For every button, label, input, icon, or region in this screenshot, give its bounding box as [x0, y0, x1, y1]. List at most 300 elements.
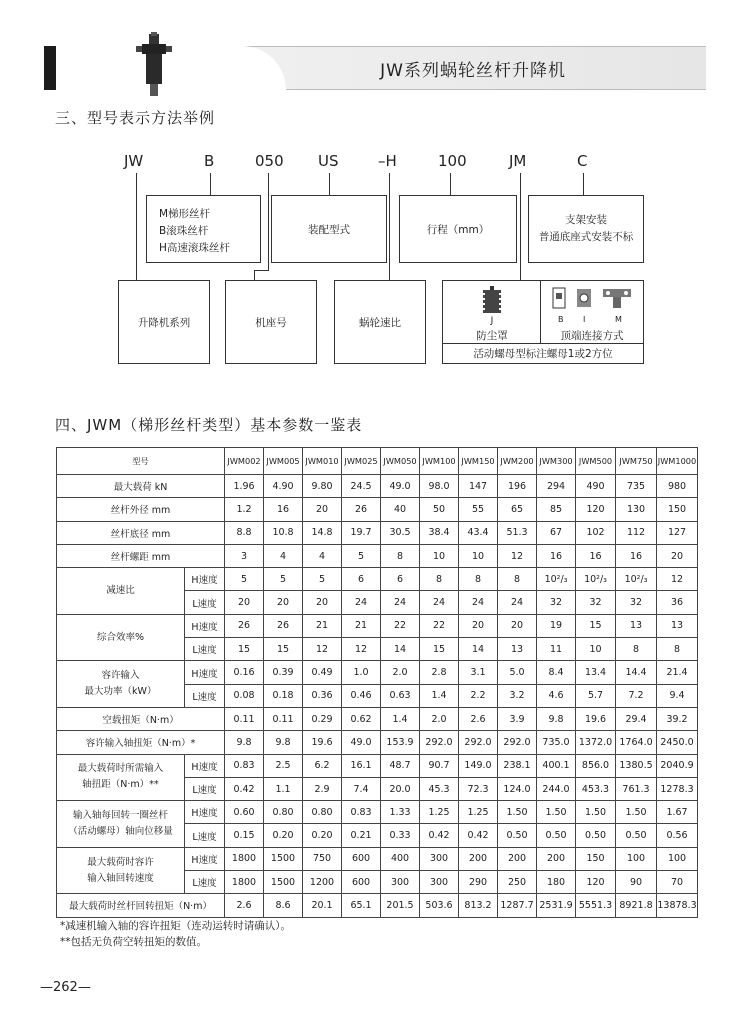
value-cell: 813.2: [459, 894, 498, 917]
value-cell: 16.1: [342, 754, 381, 777]
mount-box: [528, 195, 644, 263]
value-cell: 0.18: [264, 684, 303, 707]
value-cell: 6.2: [303, 754, 342, 777]
value-cell: 3.1: [459, 661, 498, 684]
value-cell: 2.0: [381, 661, 420, 684]
speed-label: H速度: [185, 568, 225, 591]
header-cell-model: 型号: [57, 448, 225, 475]
value-cell: 24: [420, 591, 459, 614]
value-cell: 127: [657, 521, 698, 544]
value-cell: 1287.7: [498, 894, 537, 917]
value-cell: 13.4: [576, 661, 616, 684]
screw-type-h: H高速滚珠丝杆: [159, 242, 230, 254]
group-label-line: 最大功率（kW）: [84, 686, 157, 698]
value-cell: 980: [657, 475, 698, 498]
footnote-2: **包括无负荷空转扭矩的数值。: [60, 936, 207, 948]
value-cell: 45.3: [420, 777, 459, 800]
value-cell: 292.0: [420, 731, 459, 754]
group-label-line: 减速比: [106, 584, 135, 596]
value-cell: 1.4: [381, 707, 420, 730]
value-cell: 14.4: [616, 661, 657, 684]
value-cell: 1800: [225, 847, 264, 870]
value-cell: 15: [264, 638, 303, 661]
table-header-row: [57, 448, 698, 475]
row-label: 丝杆底径 mm: [57, 521, 225, 544]
value-cell: 120: [576, 871, 616, 894]
value-cell: 12: [657, 568, 698, 591]
table-row: [57, 661, 698, 684]
accessory-box: [442, 280, 644, 364]
table-row: [57, 731, 698, 754]
value-cell: 0.11: [225, 707, 264, 730]
bellows-icon: [481, 286, 503, 316]
table-row: [57, 521, 698, 544]
value-cell: 55: [459, 498, 498, 521]
value-cell: 7.2: [616, 684, 657, 707]
connector-line: [520, 173, 521, 280]
value-cell: 6: [342, 568, 381, 591]
value-cell: 20: [303, 498, 342, 521]
value-cell: 90: [616, 871, 657, 894]
row-label: 最大载荷时丝杆回转扭矩（N·m）: [57, 894, 225, 917]
value-cell: 735.0: [537, 731, 576, 754]
value-cell: 22: [381, 614, 420, 637]
model-header-cell: JWM1000: [657, 448, 698, 475]
value-cell: 150: [576, 847, 616, 870]
value-cell: 200: [537, 847, 576, 870]
value-cell: 1800: [225, 871, 264, 894]
value-cell: 7.4: [342, 777, 381, 800]
value-cell: 2.0: [420, 707, 459, 730]
code-us: US: [318, 152, 339, 170]
value-cell: 10.8: [264, 521, 303, 544]
value-cell: 12: [498, 544, 537, 567]
connector-line: [136, 173, 137, 280]
table-row: [57, 498, 698, 521]
speed-label: L速度: [185, 638, 225, 661]
value-cell: 856.0: [576, 754, 616, 777]
value-cell: 20: [657, 544, 698, 567]
value-cell: 16: [576, 544, 616, 567]
value-cell: 196: [498, 475, 537, 498]
group-label: [57, 754, 185, 801]
group-label: [57, 661, 185, 708]
model-header-cell: JWM500: [576, 448, 616, 475]
connector-line: [329, 173, 330, 195]
value-cell: 10²/₃: [576, 568, 616, 591]
row-label: 丝杆螺距 mm: [57, 544, 225, 567]
group-label-line: 轴扭距（N·m）**: [82, 779, 159, 791]
value-cell: 39.2: [657, 707, 698, 730]
value-cell: 5.7: [576, 684, 616, 707]
value-cell: 0.49: [303, 661, 342, 684]
value-cell: 1.67: [657, 801, 698, 824]
connector-line: [254, 270, 255, 280]
value-cell: 40: [381, 498, 420, 521]
value-cell: 5551.3: [576, 894, 616, 917]
value-cell: 15: [576, 614, 616, 637]
jack-product-icon: [132, 32, 176, 96]
speed-label: H速度: [185, 801, 225, 824]
value-cell: 36: [657, 591, 698, 614]
value-cell: 3.2: [498, 684, 537, 707]
value-cell: 8: [459, 568, 498, 591]
ratio-box: [334, 280, 426, 364]
series-box: [118, 280, 210, 364]
value-cell: 1.96: [225, 475, 264, 498]
value-cell: 100: [657, 847, 698, 870]
value-cell: 20: [459, 614, 498, 637]
stroke-box: [399, 195, 517, 263]
dust-cover-cell: [443, 281, 541, 343]
group-label: [57, 568, 185, 615]
value-cell: 0.16: [225, 661, 264, 684]
value-cell: 600: [342, 847, 381, 870]
value-cell: 0.50: [537, 824, 576, 847]
end-connection-icons: [549, 285, 635, 311]
screw-type-b: B滚珠丝杆: [159, 225, 209, 237]
value-cell: 290: [459, 871, 498, 894]
value-cell: 13: [498, 638, 537, 661]
value-cell: 1.25: [420, 801, 459, 824]
row-label: 最大载荷 kN: [57, 475, 225, 498]
value-cell: 0.39: [264, 661, 303, 684]
value-cell: 9.4: [657, 684, 698, 707]
value-cell: 8: [657, 638, 698, 661]
group-label: [57, 614, 185, 661]
value-cell: 300: [420, 871, 459, 894]
value-cell: 21.4: [657, 661, 698, 684]
value-cell: 10: [576, 638, 616, 661]
page-header: [44, 46, 706, 90]
table-row: [57, 475, 698, 498]
value-cell: 21: [342, 614, 381, 637]
value-cell: 1764.0: [616, 731, 657, 754]
model-header-cell: JWM002: [225, 448, 264, 475]
group-label: [57, 801, 185, 848]
screw-type-m: M梯形丝杆: [159, 208, 211, 220]
value-cell: 124.0: [498, 777, 537, 800]
value-cell: 10: [459, 544, 498, 567]
value-cell: 4.90: [264, 475, 303, 498]
value-cell: 153.9: [381, 731, 420, 754]
value-cell: 9.8: [264, 731, 303, 754]
value-cell: 0.08: [225, 684, 264, 707]
params-table: [56, 447, 698, 918]
code-050: 050: [255, 152, 284, 170]
value-cell: 1.4: [420, 684, 459, 707]
value-cell: 761.3: [616, 777, 657, 800]
value-cell: 5: [342, 544, 381, 567]
value-cell: 0.33: [381, 824, 420, 847]
value-cell: 2.6: [459, 707, 498, 730]
value-cell: 1.50: [537, 801, 576, 824]
table-row: [57, 568, 698, 591]
footnote-1: *减速机输入轴的容许扭矩（连动运转时请确认）。: [60, 920, 291, 932]
value-cell: 65: [498, 498, 537, 521]
value-cell: 1372.0: [576, 731, 616, 754]
value-cell: 0.20: [264, 824, 303, 847]
value-cell: 20: [498, 614, 537, 637]
value-cell: 8: [381, 544, 420, 567]
row-label: 丝杆外径 mm: [57, 498, 225, 521]
value-cell: 32: [537, 591, 576, 614]
value-cell: 735: [616, 475, 657, 498]
value-cell: 4.6: [537, 684, 576, 707]
value-cell: 24: [381, 591, 420, 614]
group-label-line: （活动螺母）轴向位移量: [68, 825, 173, 837]
value-cell: 8: [498, 568, 537, 591]
value-cell: 0.60: [225, 801, 264, 824]
value-cell: 13878.3: [657, 894, 698, 917]
group-label-line: 最大载荷时容许: [87, 856, 154, 868]
code-100: 100: [438, 152, 467, 170]
value-cell: 22: [420, 614, 459, 637]
value-cell: 201.5: [381, 894, 420, 917]
end-letter-m: M: [615, 315, 622, 324]
value-cell: 15: [420, 638, 459, 661]
speed-label: L速度: [185, 871, 225, 894]
value-cell: 9.8: [537, 707, 576, 730]
value-cell: 238.1: [498, 754, 537, 777]
group-label-line: 容许输入: [101, 670, 140, 682]
value-cell: 200: [459, 847, 498, 870]
model-header-cell: JWM050: [381, 448, 420, 475]
end-connection-label: 顶端连接方式: [560, 330, 624, 342]
value-cell: 65.1: [342, 894, 381, 917]
value-cell: 29.4: [616, 707, 657, 730]
table-row: [57, 707, 698, 730]
value-cell: 67: [537, 521, 576, 544]
value-cell: 26: [264, 614, 303, 637]
dust-cover-label: 防尘罩: [476, 330, 508, 342]
value-cell: 48.7: [381, 754, 420, 777]
speed-label: H速度: [185, 754, 225, 777]
speed-label: L速度: [185, 591, 225, 614]
speed-label: H速度: [185, 847, 225, 870]
end-letter-b: B: [558, 315, 564, 324]
value-cell: 0.36: [303, 684, 342, 707]
value-cell: 2.5: [264, 754, 303, 777]
value-cell: 0.20: [303, 824, 342, 847]
value-cell: 0.83: [342, 801, 381, 824]
row-label: 空载扭矩（N·m）: [57, 707, 225, 730]
value-cell: 20: [303, 591, 342, 614]
value-cell: 5: [225, 568, 264, 591]
connector-line: [254, 270, 269, 271]
model-header-cell: JWM300: [537, 448, 576, 475]
value-cell: 24: [498, 591, 537, 614]
value-cell: 490: [576, 475, 616, 498]
value-cell: 85: [537, 498, 576, 521]
value-cell: 0.42: [420, 824, 459, 847]
value-cell: 21: [303, 614, 342, 637]
value-cell: 0.50: [616, 824, 657, 847]
value-cell: 0.80: [303, 801, 342, 824]
value-cell: 5: [264, 568, 303, 591]
value-cell: 8.4: [537, 661, 576, 684]
value-cell: 0.11: [264, 707, 303, 730]
code-c: C: [577, 152, 588, 170]
value-cell: 1.0: [342, 661, 381, 684]
value-cell: 32: [616, 591, 657, 614]
value-cell: 149.0: [459, 754, 498, 777]
value-cell: 0.15: [225, 824, 264, 847]
value-cell: 294: [537, 475, 576, 498]
value-cell: 20: [264, 591, 303, 614]
code-b: B: [204, 152, 215, 170]
assembly-type-label: 装配型式: [308, 223, 350, 236]
value-cell: 250: [498, 871, 537, 894]
model-header-cell: JWM005: [264, 448, 303, 475]
connector-line: [583, 173, 584, 195]
code-jm: JM: [509, 152, 527, 170]
group-label-line: 输入轴回转速度: [87, 872, 154, 884]
value-cell: 503.6: [420, 894, 459, 917]
value-cell: 102: [576, 521, 616, 544]
value-cell: 100: [616, 847, 657, 870]
value-cell: 2040.9: [657, 754, 698, 777]
value-cell: 26: [225, 614, 264, 637]
connector-line: [268, 173, 269, 271]
value-cell: 0.63: [381, 684, 420, 707]
value-cell: 3.9: [498, 707, 537, 730]
value-cell: 70: [657, 871, 698, 894]
group-label: [57, 847, 185, 894]
value-cell: 2.9: [303, 777, 342, 800]
table-row-last: [57, 894, 698, 917]
value-cell: 150: [657, 498, 698, 521]
value-cell: 20: [225, 591, 264, 614]
value-cell: 13: [657, 614, 698, 637]
value-cell: 14: [381, 638, 420, 661]
value-cell: 19.6: [303, 731, 342, 754]
series-label: 升降机系列: [137, 316, 191, 329]
page-number: —262—: [40, 980, 91, 995]
value-cell: 12: [303, 638, 342, 661]
value-cell: 90.7: [420, 754, 459, 777]
value-cell: 50: [420, 498, 459, 521]
value-cell: 300: [381, 871, 420, 894]
value-cell: 300: [420, 847, 459, 870]
value-cell: 2.6: [225, 894, 264, 917]
row-label: 容许输入轴扭矩（N·m）*: [57, 731, 225, 754]
value-cell: 400: [381, 847, 420, 870]
value-cell: 8: [420, 568, 459, 591]
value-cell: 1.2: [225, 498, 264, 521]
code-jw: JW: [124, 152, 144, 170]
value-cell: 14.8: [303, 521, 342, 544]
section3-title: 三、型号表示方法举例: [55, 109, 216, 127]
section4-title: 四、JWM（梯形丝杆类型）基本参数一鉴表: [55, 416, 363, 434]
value-cell: 2.2: [459, 684, 498, 707]
model-header-cell: JWM200: [498, 448, 537, 475]
value-cell: 130: [616, 498, 657, 521]
value-cell: 12: [342, 638, 381, 661]
value-cell: 292.0: [459, 731, 498, 754]
group-label-line: 最大载荷时所需输入: [77, 763, 164, 775]
value-cell: 1380.5: [616, 754, 657, 777]
value-cell: 19: [537, 614, 576, 637]
value-cell: 16: [537, 544, 576, 567]
value-cell: 10²/₃: [537, 568, 576, 591]
speed-label: H速度: [185, 661, 225, 684]
value-cell: 16: [264, 498, 303, 521]
value-cell: 4: [264, 544, 303, 567]
value-cell: 20.1: [303, 894, 342, 917]
value-cell: 0.21: [342, 824, 381, 847]
value-cell: 43.4: [459, 521, 498, 544]
value-cell: 3: [225, 544, 264, 567]
value-cell: 0.80: [264, 801, 303, 824]
end-connection-cell: [541, 281, 643, 343]
value-cell: 13: [616, 614, 657, 637]
value-cell: 9.8: [225, 731, 264, 754]
model-header-cell: JWM150: [459, 448, 498, 475]
value-cell: 1.33: [381, 801, 420, 824]
value-cell: 112: [616, 521, 657, 544]
value-cell: 98.0: [420, 475, 459, 498]
model-header-cell: JWM750: [616, 448, 657, 475]
value-cell: 0.29: [303, 707, 342, 730]
value-cell: 0.42: [459, 824, 498, 847]
value-cell: 0.50: [576, 824, 616, 847]
value-cell: 0.46: [342, 684, 381, 707]
value-cell: 6: [381, 568, 420, 591]
mount-label-1: 支架安装: [565, 214, 607, 226]
value-cell: 32: [576, 591, 616, 614]
value-cell: 20.0: [381, 777, 420, 800]
speed-label: L速度: [185, 824, 225, 847]
value-cell: 30.5: [381, 521, 420, 544]
value-cell: 10²/₃: [616, 568, 657, 591]
value-cell: 2.8: [420, 661, 459, 684]
frame-label: 机座号: [255, 316, 287, 329]
value-cell: 600: [342, 871, 381, 894]
value-cell: 120: [576, 498, 616, 521]
value-cell: 1.50: [498, 801, 537, 824]
value-cell: 0.50: [498, 824, 537, 847]
model-header-cell: JWM100: [420, 448, 459, 475]
value-cell: 5: [303, 568, 342, 591]
value-cell: 1278.3: [657, 777, 698, 800]
value-cell: 244.0: [537, 777, 576, 800]
value-cell: 24: [459, 591, 498, 614]
nut-note-label: 活动螺母型标注螺母1或2方位: [473, 348, 613, 360]
value-cell: 49.0: [381, 475, 420, 498]
value-cell: 1200: [303, 871, 342, 894]
value-cell: 1.1: [264, 777, 303, 800]
value-cell: 1500: [264, 871, 303, 894]
value-cell: 19.6: [576, 707, 616, 730]
connector-line: [389, 173, 390, 280]
ratio-label: 蜗轮速比: [359, 316, 401, 329]
table-row: [57, 847, 698, 870]
group-label-line: 综合效率%: [96, 631, 145, 643]
value-cell: 4: [303, 544, 342, 567]
value-cell: 51.3: [498, 521, 537, 544]
value-cell: 2531.9: [537, 894, 576, 917]
speed-label: L速度: [185, 684, 225, 707]
value-cell: 10: [420, 544, 459, 567]
value-cell: 0.56: [657, 824, 698, 847]
value-cell: 24.5: [342, 475, 381, 498]
value-cell: 38.4: [420, 521, 459, 544]
value-cell: 2450.0: [657, 731, 698, 754]
value-cell: 0.83: [225, 754, 264, 777]
value-cell: 24: [342, 591, 381, 614]
value-cell: 180: [537, 871, 576, 894]
